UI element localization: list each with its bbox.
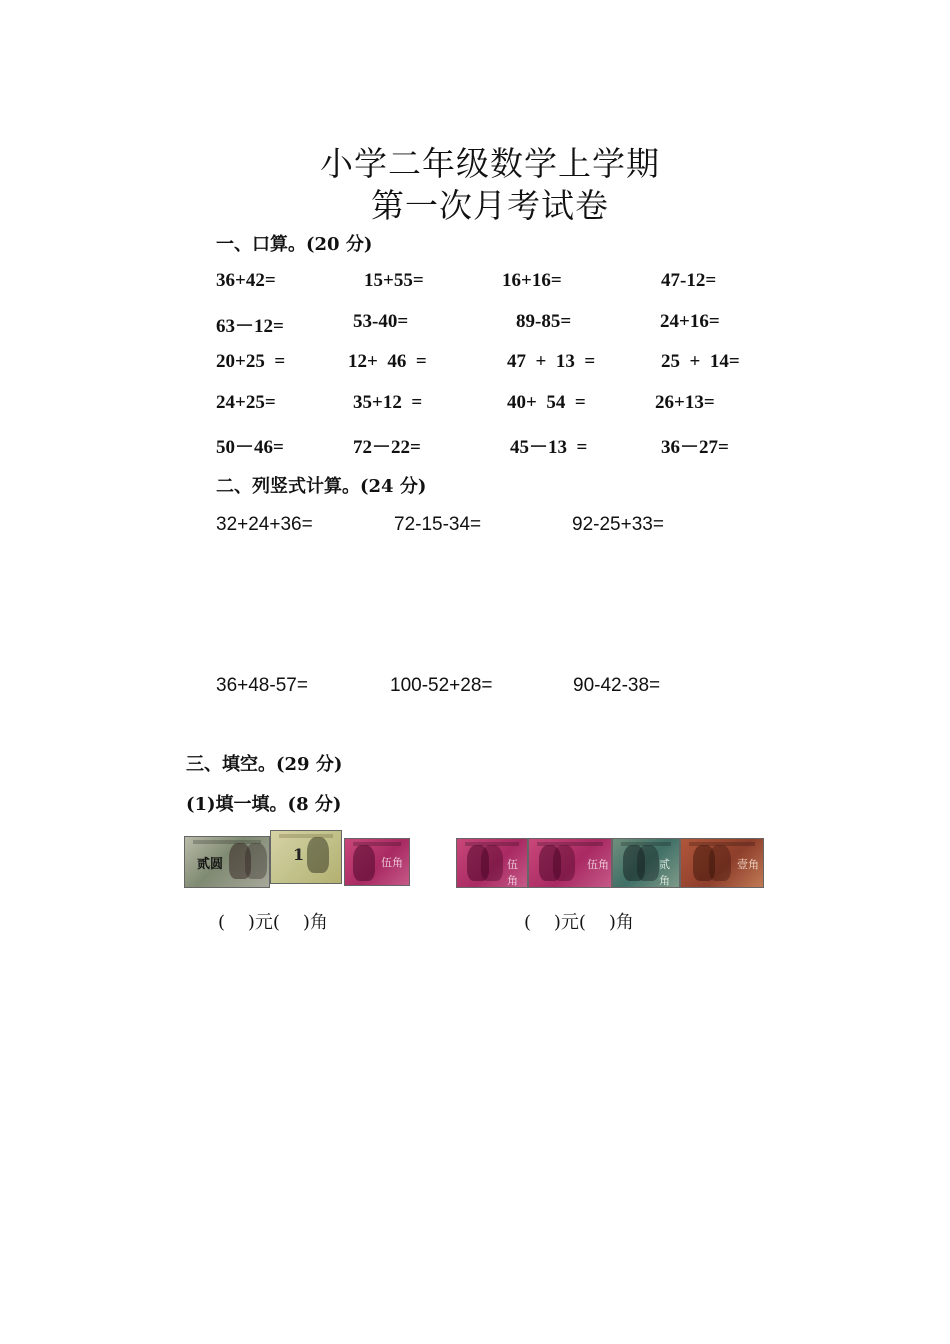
banknote-label: 伍角: [507, 858, 518, 887]
banknote-2-jiao: [612, 838, 680, 888]
banknote-1-jiao: [680, 838, 764, 888]
banknote-5-jiao: [344, 838, 410, 886]
mental-math-item: 26+13=: [655, 392, 715, 413]
vertical-calc-item: 90-42-38=: [573, 675, 661, 696]
vertical-calc-item: 100-52+28=: [390, 675, 493, 696]
mental-math-item: 45－13 =: [510, 437, 588, 458]
banknote-label: 贰圆: [197, 857, 224, 872]
banknote-5-jiao: [528, 838, 612, 888]
section3-heading: 三、填空。(29 分): [186, 754, 343, 775]
answer-blank-left[interactable]: ( )元( )角: [218, 912, 328, 933]
mental-math-item: 25 + 14=: [661, 351, 740, 372]
vertical-calc-item: 36+48-57=: [216, 675, 308, 696]
mental-math-item: 12+ 46 =: [348, 351, 427, 372]
banknote-label: 伍角: [587, 858, 609, 871]
mental-math-item: 16+16=: [502, 270, 562, 291]
vertical-calc-item: 32+24+36=: [216, 514, 313, 535]
banknote-label: 1: [293, 845, 305, 864]
mental-math-item: 47-12=: [661, 270, 717, 291]
mental-math-item: 35+12 =: [353, 392, 423, 413]
banknote-2-yuan: [184, 836, 270, 888]
mental-math-item: 89-85=: [516, 311, 572, 332]
mental-math-item: 36+42=: [216, 270, 276, 291]
mental-math-item: 40+ 54 =: [507, 392, 586, 413]
answer-blank-right[interactable]: ( )元( )角: [524, 912, 634, 933]
mental-math-item: 63－12=: [216, 316, 284, 337]
section3-sub1-heading: (1)填一填。(8 分): [186, 794, 342, 815]
banknote-1-yuan: [270, 830, 342, 884]
mental-math-item: 24+25=: [216, 392, 276, 413]
mental-math-item: 15+55=: [364, 270, 424, 291]
vertical-calc-item: 92-25+33=: [572, 514, 664, 535]
vertical-calc-item: 72-15-34=: [394, 514, 482, 535]
banknote-label: 贰角: [659, 858, 670, 887]
mental-math-item: 20+25 =: [216, 351, 286, 372]
section2-heading: 二、列竖式计算。(24 分): [216, 476, 427, 497]
exam-title-line1: 小学二年级数学上学期: [320, 144, 660, 183]
exam-title-line2: 第一次月考试卷: [371, 186, 609, 225]
mental-math-item: 36－27=: [661, 437, 729, 458]
mental-math-item: 47 + 13 =: [507, 351, 596, 372]
banknote-5-jiao: [456, 838, 528, 888]
banknote-label: 壹角: [737, 858, 759, 871]
mental-math-item: 53-40=: [353, 311, 409, 332]
mental-math-item: 50－46=: [216, 437, 284, 458]
banknote-label: 伍角: [381, 856, 403, 869]
mental-math-item: 72－22=: [353, 437, 421, 458]
section1-heading: 一、口算。(20 分): [216, 234, 373, 255]
mental-math-item: 24+16=: [660, 311, 720, 332]
